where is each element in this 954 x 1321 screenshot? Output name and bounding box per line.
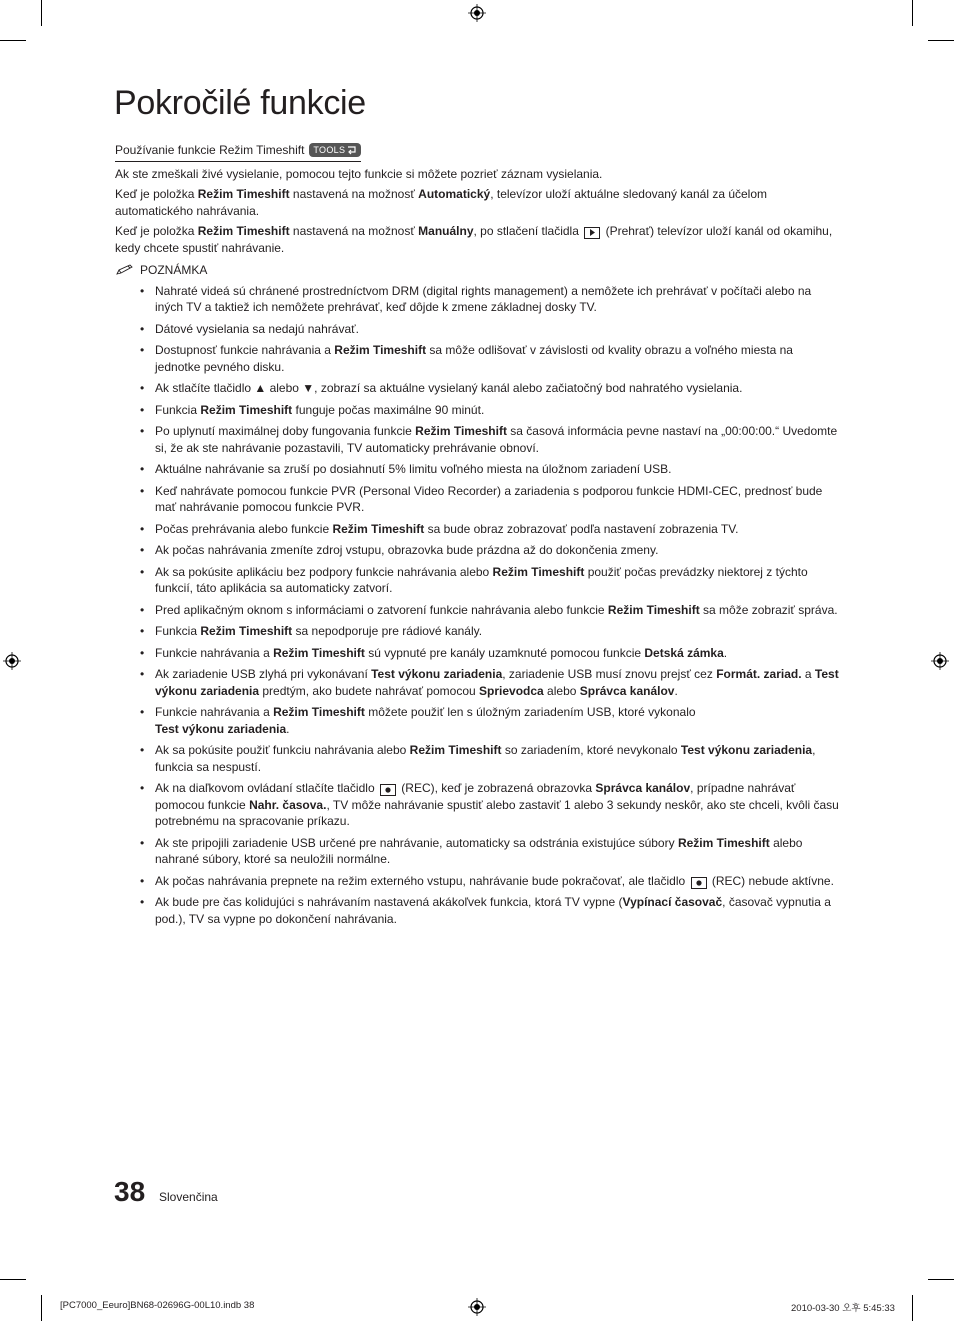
list-item: [140, 402, 840, 419]
menu-term: Správca kanálov: [595, 781, 691, 795]
list-item: [140, 704, 840, 737]
menu-term: Test výkonu zariadenia: [155, 721, 287, 736]
menu-term: Test výkonu zariadenia: [371, 667, 503, 681]
document-body: [115, 142, 840, 932]
intro-paragraphs: [115, 166, 840, 257]
text-run: Ak na diaľkovom ovládaní stlačíte tlačidlo: [155, 781, 378, 795]
text-run: .: [674, 683, 678, 698]
text-run: Funkcie nahrávania a: [155, 705, 274, 719]
text-run: Ak stlačíte tlačidlo ▲ alebo ▼, zobrazí sa aktuálne vysielaný kanál alebo začiatočný bod nahratého vysielania.: [155, 381, 743, 395]
menu-term: Režim Timeshift: [197, 187, 290, 201]
text-run: .: [286, 721, 290, 736]
paragraph: [115, 186, 840, 219]
text-run: .: [723, 645, 728, 660]
list-item: [140, 623, 840, 640]
text-run: sa môže zobraziť správa.: [699, 602, 838, 617]
page-title: Pokročilé funkcie: [114, 84, 366, 122]
text-run: Nahraté videá sú chránené prostredníctvom DRM (digital rights management) a nemôžete ich prehrávať v počítači alebo na iných TV a taktiež ich nemôžete prehrávať, keď dôjde k zmene základnej dosky TV.: [155, 283, 812, 314]
text-run: , televízor uloží aktuálne sledovaný kanál za účelom automatického nahrávania.: [115, 187, 768, 218]
list-item: [140, 423, 840, 456]
text-run: Funkcie nahrávania a: [155, 645, 274, 660]
list-item: [140, 780, 840, 830]
registration-mark-icon: [468, 1298, 486, 1316]
text-run: Pred aplikačným oknom s informáciami o zatvorení funkcie nahrávania alebo funkcie: [155, 602, 608, 617]
text-run: funguje počas maximálne 90 minút.: [292, 402, 485, 417]
text-run: , prípadne nahrávať pomocou funkcie: [155, 781, 796, 812]
text-run: Keď je položka: [115, 224, 198, 238]
menu-term: Režim Timeshift: [409, 743, 502, 757]
menu-term: Režim Timeshift: [332, 521, 425, 536]
menu-term: Režim Timeshift: [334, 343, 427, 357]
text-run: , TV môže nahrávanie spustiť alebo zastaviť 1 alebo 3 sekundy neskôr, ako ste chceli, kvôli času potrebnému na spracovanie príkazu.: [155, 797, 839, 828]
menu-term: Automatický: [418, 187, 491, 201]
text-run: (Prehrať) televízor uloží kanál od okamihu, kedy chcete spustiť nahrávanie.: [115, 224, 833, 255]
registration-mark-icon: [3, 652, 21, 670]
text-run: Ak bude pre čas kolidujúci s nahrávaním nastavená akákoľvek funkcia, ktorá TV vypne (: [155, 895, 623, 909]
menu-term: Režim Timeshift: [677, 835, 770, 850]
list-item: [140, 645, 840, 662]
text-run: Po uplynutí maximálnej doby fungovania funkcie: [155, 424, 416, 438]
list-item: [140, 483, 840, 516]
print-slug-timestamp: 2010-03-30 오후 5:45:33: [791, 1303, 895, 1314]
crop-mark: [41, 1295, 42, 1321]
note-label: POZNÁMKA: [140, 263, 208, 277]
menu-term: Správca kanálov: [579, 683, 675, 698]
menu-term: Test výkonu zariadenia: [680, 743, 813, 757]
text-run: (REC) nebude aktívne.: [708, 873, 834, 888]
section-heading: [115, 142, 361, 162]
list-item: [140, 321, 840, 338]
crop-mark: [928, 40, 954, 41]
list-item: [140, 835, 840, 868]
list-item: [140, 461, 840, 478]
menu-term: Test výkonu zariadenia: [155, 667, 839, 698]
paragraph: [115, 223, 840, 256]
menu-term: Režim Timeshift: [273, 645, 365, 660]
text-run: Keď je položka: [115, 187, 198, 201]
text-run: Ak počas nahrávania prepnete na režim externého vstupu, nahrávanie bude pokračovať, ale tlačidlo: [155, 873, 689, 888]
menu-term: Detská zámka: [644, 645, 724, 660]
text-run: Funkcia: [155, 624, 201, 638]
list-item: [140, 564, 840, 597]
crop-mark: [0, 1279, 26, 1280]
list-item: [140, 342, 840, 375]
text-run: sa časová informácia pevne nastaví na „00:00:00.“ Uvedomte si, že ak ste nahrávanie pozastavili, TV automaticky prehrávanie obnoví.: [155, 424, 838, 455]
text-run: Aktuálne nahrávanie sa zruší po dosiahnutí 5% limitu voľného miesta na úložnom zariadení USB.: [155, 462, 672, 476]
menu-term: Sprievodca: [479, 683, 544, 698]
registration-mark-icon: [931, 652, 949, 670]
menu-term: Režim Timeshift: [197, 224, 290, 238]
text-run: , funkcia sa nespustí.: [155, 743, 816, 774]
list-item: [140, 666, 840, 699]
menu-term: Režim Timeshift: [200, 624, 293, 638]
text-run: Ak ste pripojili zariadenie USB určené pre nahrávanie, automaticky sa odstránia existujúce súbory: [155, 835, 678, 850]
text-run: sú vypnuté pre kanály uzamknuté pomocou funkcie: [364, 645, 645, 660]
text-run: sa bude obraz zobrazovať podľa nastavení zobrazenia TV.: [424, 521, 739, 536]
menu-term: Režim Timeshift: [492, 564, 585, 579]
menu-term: Nahr. časova.: [249, 797, 327, 812]
tools-badge: [309, 143, 361, 157]
menu-term: Režim Timeshift: [200, 402, 293, 417]
text-run: Ak sa pokúsite použiť funkciu nahrávania alebo: [155, 743, 410, 757]
text-run: so zariadením, ktoré nevykonalo: [501, 743, 681, 757]
page-language: Slovenčina: [159, 1190, 218, 1204]
menu-term: Režim Timeshift: [273, 705, 365, 719]
text-run: , zariadenie USB musí znovu prejsť cez: [502, 667, 717, 681]
text-run: sa nepodporuje pre rádiové kanály.: [292, 624, 483, 638]
menu-term: Režim Timeshift: [415, 424, 507, 438]
crop-mark: [928, 1279, 954, 1280]
text-run: použiť počas prevádzky niektorej z týchto funkcií, táto aplikácia sa automaticky zatvorí.: [155, 564, 808, 595]
text-run: Ak počas nahrávania zmeníte zdroj vstupu, obrazovka bude prázdna až do dokončenia zmeny.: [155, 543, 659, 557]
registration-mark-icon: [468, 4, 486, 22]
text-run: Dátové vysielania sa nedajú nahrávať.: [155, 321, 359, 336]
tools-label: TOOLS: [313, 145, 346, 155]
text-run: Ak sa pokúsite aplikáciu bez podpory funkcie nahrávania alebo: [155, 564, 493, 579]
text-run: Dostupnosť funkcie nahrávania a: [155, 343, 335, 357]
menu-term: Režim Timeshift: [607, 602, 700, 617]
list-item: [140, 602, 840, 619]
text-run: a: [801, 667, 815, 681]
section-title: Používanie funkcie Režim Timeshift: [115, 143, 305, 157]
text-run: nastavená na možnosť: [289, 224, 419, 238]
list-item: [140, 542, 840, 559]
crop-mark: [0, 40, 26, 41]
list-item: [140, 894, 840, 927]
note-list: [115, 283, 840, 928]
pencil-icon: [115, 264, 135, 276]
text-run: alebo nahrané súbory, ktoré sa neuložili normálne.: [155, 835, 803, 866]
crop-mark: [41, 0, 42, 26]
text-run: Počas prehrávania alebo funkcie: [155, 521, 333, 536]
list-item: [140, 521, 840, 538]
play-button-icon: [584, 227, 600, 239]
tools-return-icon: [347, 146, 357, 155]
text-run: , po stlačení tlačidla: [473, 224, 583, 238]
text-run: môžete použiť len s úložným zariadením USB, ktoré vykonalo: [364, 705, 696, 719]
menu-term: Vypínací časovač: [622, 895, 723, 909]
page-number: 38: [114, 1176, 146, 1207]
print-slug-file: [PC7000_Eeuro]BN68-02696G-00L10.indb 38: [60, 1300, 255, 1311]
text-run: , časovač vypnutia a pod.), TV sa vypne po dokončení nahrávania.: [155, 895, 831, 926]
list-item: [140, 873, 840, 890]
paragraph: [115, 166, 840, 183]
text-run: nastavená na možnosť: [289, 187, 419, 201]
text-run: alebo: [543, 683, 580, 698]
menu-term: Manuálny: [418, 224, 474, 238]
text-run: Ak ste zmeškali živé vysielanie, pomocou tejto funkcie si môžete pozrieť záznam vysielania.: [115, 166, 603, 181]
list-item: [140, 742, 840, 775]
text-run: Ak zariadenie USB zlyhá pri vykonávaní: [155, 667, 372, 681]
rec-button-icon: [691, 877, 707, 889]
crop-mark: [912, 1295, 913, 1321]
text-run: sa môže odlišovať v závislosti od kvality obrazu a voľného miesta na jednotke pevného disku.: [155, 343, 793, 374]
menu-term: Formát. zariad.: [716, 667, 802, 681]
rec-button-icon: [380, 784, 396, 796]
list-item: [140, 283, 840, 316]
note-heading: [115, 262, 840, 279]
text-run: (REC), keď je zobrazená obrazovka: [397, 781, 596, 795]
text-run: Keď nahrávate pomocou funkcie PVR (Personal Video Recorder) a zariadenia s podporou funkcie HDMI-CEC, prednosť bude mať nahrávanie pomocou funkcie PVR.: [155, 483, 823, 514]
crop-mark: [912, 0, 913, 26]
list-item: [140, 380, 840, 397]
text-run: predtým, ako budete nahrávať pomocou: [259, 683, 480, 698]
text-run: Funkcia: [155, 402, 201, 417]
